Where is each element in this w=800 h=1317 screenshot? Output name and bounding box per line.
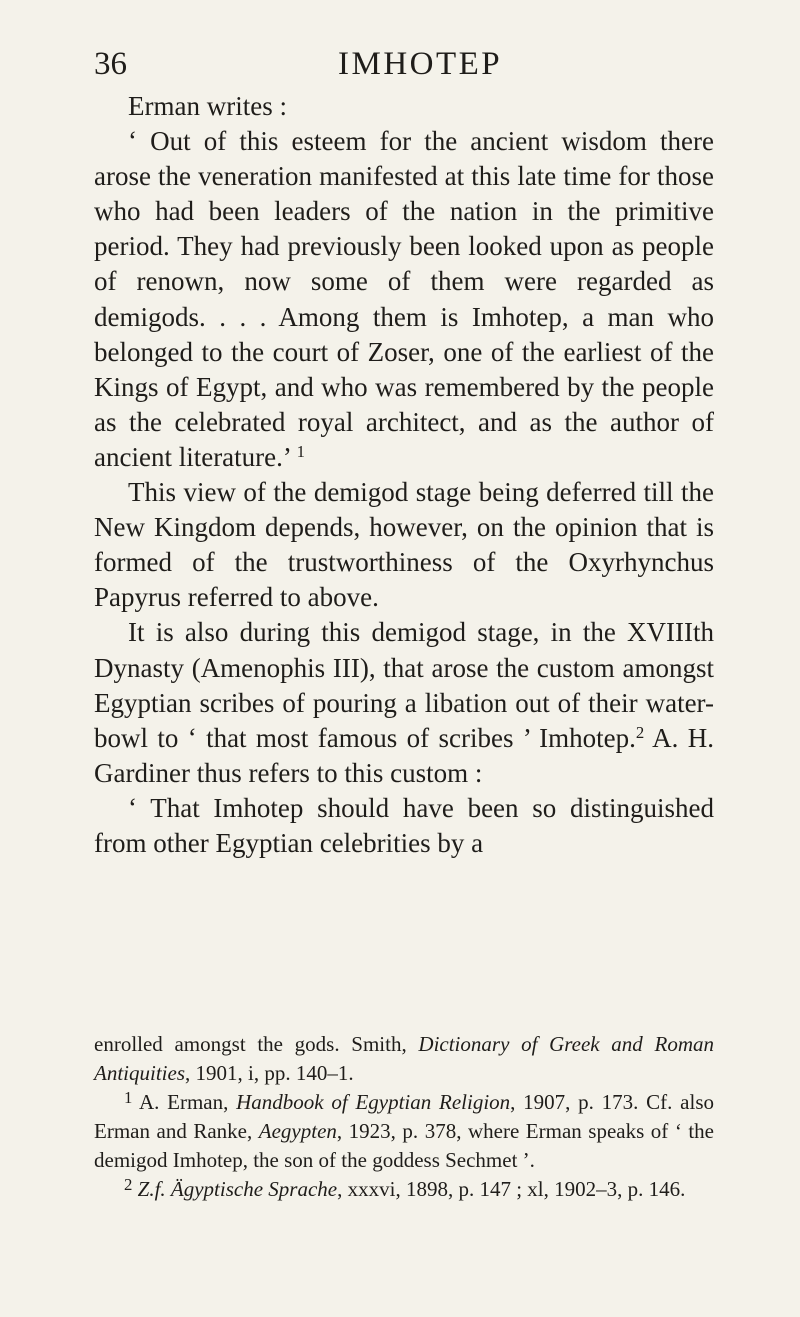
paragraph-gardiner-quote xyxy=(94,791,714,861)
footnote-text: , xxxvi, 1898, p. 147 ; xl, 1902–3, p. 146. xyxy=(337,1177,686,1201)
paragraph-text: ‘ That Imhotep should have been so distinguished from other Egyptian celebrities by a xyxy=(94,792,714,858)
paragraph-demigod-stage xyxy=(94,475,714,615)
footnote-2 xyxy=(94,1175,714,1204)
main-text xyxy=(94,89,714,861)
footnote-text: , 1901, i, pp. 140–1. xyxy=(185,1061,354,1085)
paragraph-libation-custom xyxy=(94,615,714,790)
footnote-continuation xyxy=(94,1030,714,1088)
running-title: IMHOTEP xyxy=(338,46,503,82)
footnote-book-title: Z.f. Ägyptische Sprache xyxy=(137,1177,338,1201)
footnote-reference: 2 xyxy=(635,722,645,742)
footnote-text: , 1907, p. 173. Cf. also Erman and Ranke, xyxy=(94,1090,714,1143)
footnote-text: , 1923, p. 378, where Erman speaks of ‘ the demigod Imhotep, the son of the goddess Sechmet ’. xyxy=(94,1119,714,1172)
paragraph-text: Erman writes : xyxy=(128,91,287,121)
paragraph-text: It is also during this demigod stage, in the XVIIIth Dynasty (Amenophis III), that arose the custom amongst Egyptian scribes of pouring a libation out of their water-bowl to ‘ that most famous of scribes ’ Imhotep. xyxy=(94,617,714,753)
paragraph-text: ‘ Out of this esteem for the ancient wisdom there arose the veneration manifested at this late time for those who had been leaders of the nation in the primitive period. They had previously been looked upon as people of renown, now some of them were regarded as demigods. . . . Among them is Imhotep, a man who belonged to the court of Zoser, one of the earliest of the Kings of Egypt, and who was remembered by the people as the celebrated royal architect, and as the author of ancient literature.’ xyxy=(94,126,714,472)
paragraph-text: This view of the demigod stage being deferred till the New Kingdom depends, however, on the opinion that is formed of the trustworthiness of the Oxyrhynchus Papyrus referred to above. xyxy=(94,477,714,613)
footnotes xyxy=(94,1030,714,1204)
footnote-marker: 1 xyxy=(124,1088,133,1108)
footnote-book-title: Dictionary of Greek and Roman Antiquities xyxy=(94,1032,714,1085)
running-head xyxy=(94,42,714,86)
footnote-1 xyxy=(94,1088,714,1175)
paragraph-erman-intro xyxy=(94,89,714,124)
page-number: 36 xyxy=(94,46,127,82)
paragraph-erman-quote xyxy=(94,124,714,475)
footnote-book-title: Handbook of Egyptian Religion xyxy=(236,1090,511,1114)
footnote-text: enrolled amongst the gods. Smith, xyxy=(94,1032,419,1056)
footnote-book-title: Aegypten xyxy=(258,1119,337,1143)
footnote-text: A. Erman, xyxy=(132,1090,237,1114)
paragraph-text: A. H. Gardiner thus refers to this custom : xyxy=(94,722,714,788)
footnote-marker: 2 xyxy=(124,1175,133,1195)
footnote-reference: 1 xyxy=(296,441,306,461)
